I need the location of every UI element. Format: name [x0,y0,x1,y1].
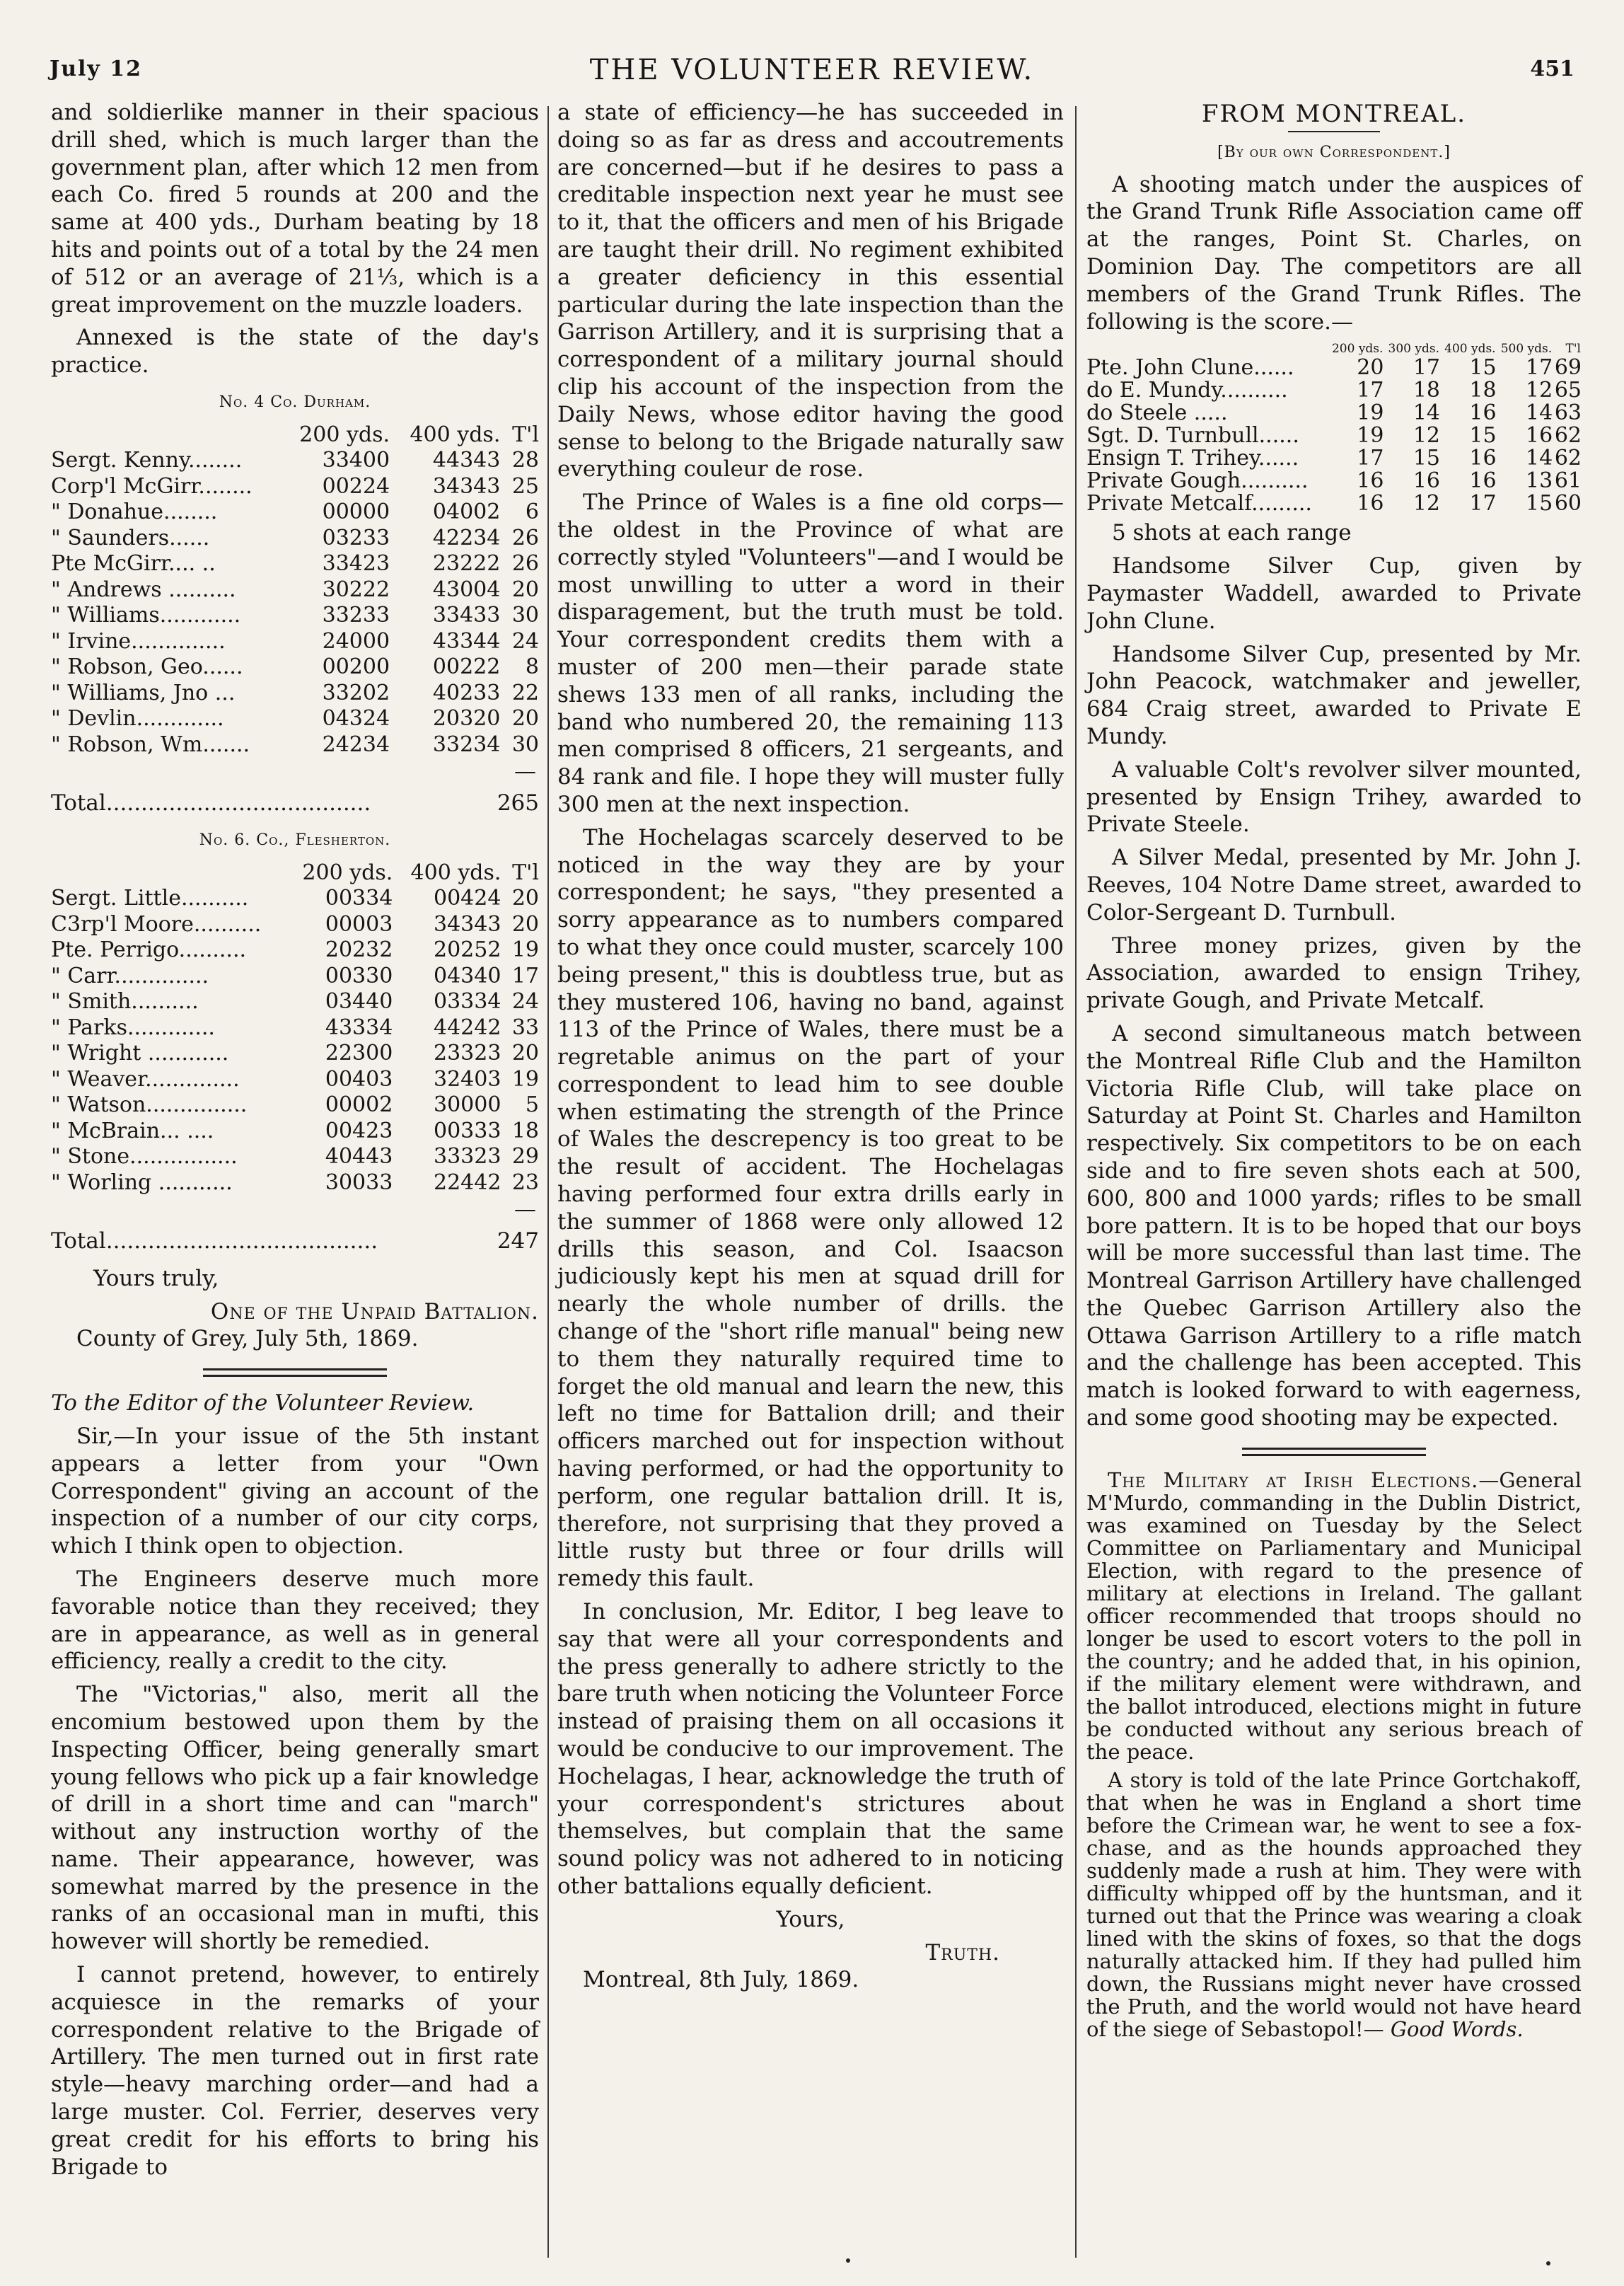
paragraph: The Prince of Wales is a fine old corps—the oldest in the Province of what are correctly styled "Volunteers"—and I would be most unwilling to utter a word in their disparagement, but the truth must be told. Your correspondent credits them with a muster of 200 men—their parade state shews 133 men of all ranks, including the band who numbered 20, the remaining 113 men comprised 8 officers, 21 sergeants, and 84 rank and file. I hope they will muster fully 300 men at the next inspection. [557,490,1064,817]
table-row [51,1170,539,1196]
score-cell: 24234 [322,732,390,757]
paragraph: A second simultaneous match between the Montreal Rifle Club and the Hamilton Victoria Rifle Club, will take place on Saturday at Point St. Charles and Hamilton respectively. Six competitors to be on each side and to fire seven shots each at 500, 600, 800 and 1000 yards; rifles to be small bore pattern. It is to be hoped that our boys will be more successful than last time. The Montreal Garrison Artillery have challenged the Quebec Garrison Artillery also the Ottawa Garrison Artillery to a rifle match and the challenge has been accepted. This match is looked forward to with eagerness, and some good shooting may be expected. [1086,1020,1582,1431]
table-row [51,1144,539,1170]
score-cell: 23 [511,1170,539,1195]
total-value: 247 [497,1228,539,1254]
column-header: 200 yds. [299,422,390,447]
column-header: 400 yds. [1444,342,1496,357]
column-header: 400 yds. [410,422,501,447]
paragraph [1086,1469,1582,1763]
score-cell: 04340 [434,963,501,988]
score-cell: 03233 [322,525,390,550]
paragraph: Sir,—In your issue of the 5th instant appears a letter from your "Own Correspondent" giving an account of the inspection of a number of our city corps, which I think open to objection. [51,1423,539,1559]
name-cell: Private Gough.......... [1086,468,1309,494]
table-row [51,1015,539,1041]
score-cell: 22 [511,680,539,705]
score-cell: 14 [1413,400,1441,426]
score-cell: 20 [511,577,539,602]
score-cell: 22300 [325,1041,393,1066]
name-cell: Sergt. Kenny........ [51,448,243,473]
name-cell: " Donahue........ [51,500,218,525]
table-row [51,474,539,500]
paragraph: and soldierlike manner in their spacious drill shed, which is much larger than the government plan, after which 12 men from each Co. fired 5 rounds at 200 and the same at 400 yds., Durham beating by 18 hits and points out of a total by the 24 men of 512 or an average of 21⅓, which is a great improvement on the muzzle loaders. [51,100,539,318]
column-header: 200 yds. [1331,342,1384,357]
paragraph [1086,1769,1582,2040]
name-cell: " Williams............ [51,603,241,628]
score-cell: 5 [525,1092,539,1118]
score-cell: 15 [1525,491,1553,516]
table-header-row [51,422,539,449]
score-cell: 20 [511,1041,539,1066]
score-cell: 00334 [325,886,393,911]
table-header-row [1086,341,1582,357]
table-body [51,886,539,1196]
score-cell: 43004 [432,577,501,602]
paragraph: The Hochelagas scarcely deserved to be noticed in the way they are by your correspondent; he says, "they presented a sorry appearance as to numbers compared to what they once could muster, scarcely 100 being present," this is doubtless true, but as they mustered 106, having no band, against 113 of the Prince of Wales, there must be a regretable animus on the part of your correspondent to lead him to see double when estimating the strength of the Prince of Wales the descrepency is too great to be the result of accident. The Hochelagas having performed four extra drills early in the summer of 1868 were only allowed 12 drills this season, and Col. Isaacson judiciously kept his men at squad drill for nearly the whole number of drills. the change of the "short rifle manual" being new to them they naturally required time to forget the old manual and learn the new, this left no time for Battalion drill; and their officers marched out for inspection without having performed, or had the opportunity to perform, one regular battalion drill. It is, therefore, not surprising that they proved a little rusty but three or four drills will remedy this fault. [557,824,1064,1592]
paragraph: In conclusion, Mr. Editor, I beg leave to say that were all your correspondents and the press generally to adhere strictly to the bare truth when noticing the Volunteer Force instead of praising them on all occasions it would be conducive to our improvement. The Hochelagas, I hear, acknowledge the truth of your correspondent's strictures about themselves, but complain that the same sound policy was not adhered to in noticing other battalions equally deficient. [557,1599,1064,1899]
score-cell: 12 [1525,378,1553,403]
place-date: Montreal, 8th July, 1869. [583,1967,859,1993]
name-cell: Pte. John Clune...... [1086,355,1294,381]
item-title: The Military at Irish Elections. [1108,1467,1479,1492]
score-cell: 19 [1357,423,1384,449]
table-row [1086,357,1582,379]
score-cell: 00424 [434,886,501,911]
table-row [51,654,539,681]
score-cell: 33233 [322,603,390,628]
score-cell: 43334 [325,1015,393,1040]
score-table-company4 [51,422,539,758]
table-row [1086,425,1582,447]
score-cell: 30 [511,603,539,628]
paragraph: Handsome Silver Cup, given by Paymaster Waddell, awarded to Private John Clune. [1086,553,1582,634]
paragraph: a state of efficiency—he has succeeded in doing so as far as dress and accoutrements are concerned—but if he desires to pass a creditable inspection next year he must see to it, that the officers and men of his Brigade are taught their drill. No regiment exhibited a greater deficiency in this essential particular during the late inspection than the Garrison Artillery, and it is surprising that a correspondent of a military journal should clip his account of the inspection from the Daily News, whose editor having the good sense to belong to the Brigade naturally saw everything couleur de rose. [557,100,1064,483]
total-row [51,1228,539,1255]
table-row [51,681,539,707]
name-cell: Sgt. D. Turnbull...... [1086,423,1299,449]
table-body [1086,357,1582,515]
score-cell: 16 [1413,468,1441,494]
paragraph: 5 shots at each range [1112,520,1352,546]
score-cell: 44242 [434,1015,501,1040]
score-cell: 20 [511,706,539,732]
place-date: County of Grey, July 5th, 1869. [76,1326,419,1352]
news-items [1086,1469,1582,2040]
byline: [By our own Correspondent.] [1217,143,1451,161]
score-cell: 19 [511,937,539,963]
column-middle [557,99,1064,1999]
score-cell: 30033 [325,1170,393,1195]
paragraph: Handsome Silver Cup, presented by Mr. John Peacock, watchmaker and jeweller, 684 Craig street, awarded to Private E Mundy. [1086,641,1582,749]
name-cell: Private Metcalf......... [1086,491,1312,516]
score-cell: 14 [1525,400,1553,426]
score-cell: 8 [525,654,539,680]
score-cell: 69 [1554,355,1582,381]
paragraph: I cannot pretend, however, to entirely acquiesce in the remarks of your correspondent relative to the Brigade of Artillery. The men turned out in first rate style—heavy marching order—and had a large muster. Col. Ferrier, deserves very great credit for his efforts to bring his Brigade to [51,1962,539,2180]
total-row [51,790,539,817]
score-table-heading: No. 6. Co., Flesherton. [199,831,391,849]
score-cell: 33400 [322,448,390,473]
score-cell: 15 [1469,355,1497,381]
table-row [51,500,539,526]
score-cell: 17 [511,963,539,988]
name-cell: Pte McGirr.... .. [51,551,216,577]
score-cell: 61 [1554,468,1582,494]
issue-date: July 12 [50,57,143,81]
score-cell: 28 [511,448,539,473]
table-row [1086,447,1582,470]
score-cell: 20 [1357,355,1384,381]
paragraph: Annexed is the state of the day's practice. [51,325,539,379]
name-cell: " Wright ............ [51,1041,229,1066]
closing: Yours, [776,1906,845,1932]
section-heading: FROM MONTREAL. [1201,100,1467,128]
total-label: Total....................................... [51,1228,378,1254]
score-cell: 24 [511,989,539,1015]
table-row [1086,379,1582,402]
column-rule-right [1075,106,1077,2258]
score-cell: 6 [525,500,539,525]
score-cell: 20320 [432,706,501,732]
name-cell: " Andrews .......... [51,577,236,602]
score-cell: 17 [1357,378,1384,403]
score-cell: 00222 [432,654,501,680]
print-speck [1546,2261,1550,2265]
section-divider [1242,1448,1426,1456]
table-body [51,448,539,758]
score-cell: 18 [1413,378,1441,403]
name-cell: " Watson............... [51,1092,248,1118]
table-header-row [51,860,539,887]
total-label: Total...................................... [51,790,371,816]
score-cell: 33423 [322,551,390,577]
name-cell: " Irvine.............. [51,628,226,654]
table-row [51,1067,539,1093]
score-cell: 17 [1413,355,1441,381]
column-header: T'l [1565,342,1581,357]
publication-title: THE VOLUNTEER REVIEW. [589,54,1035,86]
name-cell: Pte. Perrigo.......... [51,937,247,963]
score-cell: 17 [1525,355,1553,381]
total-rule: — [514,1196,536,1223]
table-row [51,989,539,1015]
score-cell: 00200 [322,654,390,680]
table-row [51,603,539,629]
name-cell: C3rp'l Moore.......... [51,911,262,937]
table-row [51,577,539,604]
score-cell: 18 [511,1118,539,1143]
score-cell: 44343 [432,448,501,473]
score-cell: 20252 [434,937,501,963]
column-left [51,99,539,2186]
score-cell: 18 [1469,378,1497,403]
name-cell: " Stone................ [51,1144,238,1170]
score-cell: 16 [1469,446,1497,471]
table-row [51,706,539,732]
score-cell: 20 [511,911,539,937]
score-cell: 16 [1357,491,1384,516]
name-cell: " Robson, Geo...... [51,654,243,680]
score-cell: 24000 [322,628,390,654]
table-row [51,1119,539,1145]
name-cell: do E. Mundy.......... [1086,378,1288,403]
name-cell: " Smith.......... [51,989,199,1015]
score-cell: 00423 [325,1118,393,1143]
name-cell: Ensign T. Trihey...... [1086,446,1299,471]
section-divider [203,1368,387,1377]
score-cell: 15 [1469,423,1497,449]
page-number: 451 [1530,57,1574,81]
item-body: —General M'Murdo, commanding in the Dublin District, was examined on Tuesday by the Select Committee on Parliamentary and Municipal Election, with regard to the presence of military at elections in Ireland. The gallant officer recommended that troops should no longer be used to escort voters to the poll in the country; and he added that, in his opinion, if the military element were withdrawn, and the ballot introduced, elections might in future be conducted without any serious breach of the peace. [1086,1467,1582,1764]
score-cell: 00002 [325,1092,393,1118]
score-cell: 12 [1413,491,1441,516]
score-cell: 42234 [432,525,501,550]
score-cell: 60 [1554,491,1582,516]
score-cell: 13 [1525,468,1553,494]
score-cell: 03334 [434,989,501,1015]
score-cell: 25 [511,473,539,499]
column-header: T'l [512,860,539,885]
score-cell: 00333 [434,1118,501,1143]
score-cell: 23222 [432,551,501,577]
signature: Truth. [925,1939,1000,1965]
score-cell: 62 [1554,446,1582,471]
name-cell: Corp'l McGirr........ [51,473,253,499]
score-cell: 00003 [325,911,393,937]
page-header [50,42,1574,85]
column-header: 300 yds. [1388,342,1440,357]
score-cell: 30222 [322,577,390,602]
score-cell: 26 [511,525,539,550]
score-cell: 17 [1469,491,1497,516]
paragraph: Three money prizes, given by the Association, awarded to ensign Trihey, private Gough, and Private Metcalf. [1086,933,1582,1014]
score-cell: 20232 [325,937,393,963]
paragraph: A Silver Medal, presented by Mr. John J. Reeves, 104 Notre Dame street, awarded to Color-Sergeant D. Turnbull. [1086,845,1582,925]
table-row [1086,470,1582,492]
score-cell: 16 [1469,468,1497,494]
score-cell: 30 [511,732,539,757]
score-cell: 43344 [432,628,501,654]
name-cell: do Steele ..... [1086,400,1228,426]
score-cell: 34343 [434,911,501,937]
score-cell: 00330 [325,963,393,988]
score-cell: 00000 [322,500,390,525]
score-cell: 33 [511,1015,539,1040]
paragraph: The Engineers deserve much more favorable notice than they received; they are in appearance, as well as in general efficiency, really a credit to the city. [51,1566,539,1675]
paragraph: A shooting match under the auspices of the Grand Trunk Rifle Association came off at the ranges, Point St. Charles, on Dominion Day. The competitors are all members of the Grand Trunk Rifles. The following is the score.— [1086,171,1582,335]
score-cell: 16 [1469,400,1497,426]
score-cell: 19 [511,1066,539,1092]
name-cell: " Carr.............. [51,963,209,988]
table-row [51,629,539,655]
name-cell: " Saunders...... [51,525,210,550]
score-cell: 19 [1357,400,1384,426]
total-rule: — [514,758,536,785]
score-cell: 14 [1525,446,1553,471]
heading-rule [1288,131,1380,132]
table-row [1086,492,1582,515]
column-header: T'l [512,422,539,447]
score-cell: 00224 [322,473,390,499]
table-row [51,912,539,938]
print-speck [846,2258,850,2263]
score-cell: 16 [1525,423,1553,449]
item-source: Good Words. [1390,2016,1524,2041]
score-cell: 15 [1413,446,1441,471]
table-row [51,964,539,990]
score-cell: 32403 [434,1066,501,1092]
score-cell: 29 [511,1144,539,1170]
match-score-table [1086,341,1582,515]
column-right [1086,99,1582,2046]
table-row [51,526,539,552]
table-row [51,551,539,577]
score-cell: 30000 [434,1092,501,1118]
score-cell: 00403 [325,1066,393,1092]
name-cell: " Weaver.............. [51,1066,240,1092]
closing: Yours truly, [93,1265,219,1291]
table-row [1086,402,1582,425]
score-cell: 63 [1554,400,1582,426]
score-cell: 04002 [432,500,501,525]
score-cell: 62 [1554,423,1582,449]
name-cell: " McBrain... .... [51,1118,214,1143]
score-cell: 17 [1357,446,1384,471]
score-cell: 22442 [434,1170,501,1195]
table-row [51,448,539,474]
score-cell: 65 [1554,378,1582,403]
score-cell: 26 [511,551,539,577]
score-cell: 33323 [434,1144,501,1170]
table-row [51,1092,539,1119]
score-cell: 33234 [432,732,501,757]
name-cell: Sergt. Little.......... [51,886,249,911]
score-cell: 33202 [322,680,390,705]
name-cell: " Devlin............. [51,706,224,732]
table-row [51,732,539,758]
score-cell: 24 [511,628,539,654]
score-table-company6 [51,860,539,1196]
signature: One of the Unpaid Battalion. [210,1298,539,1324]
score-cell: 03440 [325,989,393,1015]
name-cell: " Robson, Wm....... [51,732,250,757]
column-header: 500 yds. [1500,342,1553,357]
column-rule-left [547,106,549,2258]
item-body: A story is told of the late Prince Gortchakoff, that when he was in England a short time before the Crimean war, he went to see a fox-chase, and as the hounds approached they suddenly made a rush at him. They were with difficulty whipped off by the huntsman, and it turned out that the Prince was wearing a cloak lined with the skins of foxes, so that the dogs naturally attacked him. If they had pulled him down, the Russians might never have crossed the Pruth, and the world would not have heard of the siege of Sebastopol!— [1086,1767,1582,2041]
total-value: 265 [497,790,539,816]
score-cell: 34343 [432,473,501,499]
column-header: 400 yds. [410,860,501,885]
score-table-heading: No. 4 Co. Durham. [219,393,371,411]
score-cell: 16 [1357,468,1384,494]
score-cell: 20 [511,886,539,911]
name-cell: " Parks............. [51,1015,215,1040]
score-cell: 23323 [434,1041,501,1066]
score-cell: 12 [1413,423,1441,449]
table-row [51,1041,539,1067]
paragraph: The "Victorias," also, merit all the encomium bestowed upon them by the Inspecting Officer, being generally smart young fellows who pick up a fair knowledge of drill in a short time and can "march" without any instruction worthy of the name. Their appearance, however, was somewhat marred by the presence in the ranks of an occasional man in mufti, this however will shortly be remedied. [51,1682,539,1955]
name-cell: " Worling ........... [51,1170,233,1195]
column-header: 200 yds. [302,860,393,885]
score-cell: 40233 [432,680,501,705]
name-cell: " Williams, Jno ... [51,680,236,705]
score-cell: 04324 [322,706,390,732]
score-cell: 40443 [325,1144,393,1170]
paragraph: A valuable Colt's revolver silver mounted, presented by Ensign Trihey, awarded to Private Steele. [1086,756,1582,838]
table-row [51,937,539,964]
score-cell: 33433 [432,603,501,628]
letter-address: To the Editor of the Volunteer Review. [51,1390,475,1416]
table-row [51,886,539,912]
